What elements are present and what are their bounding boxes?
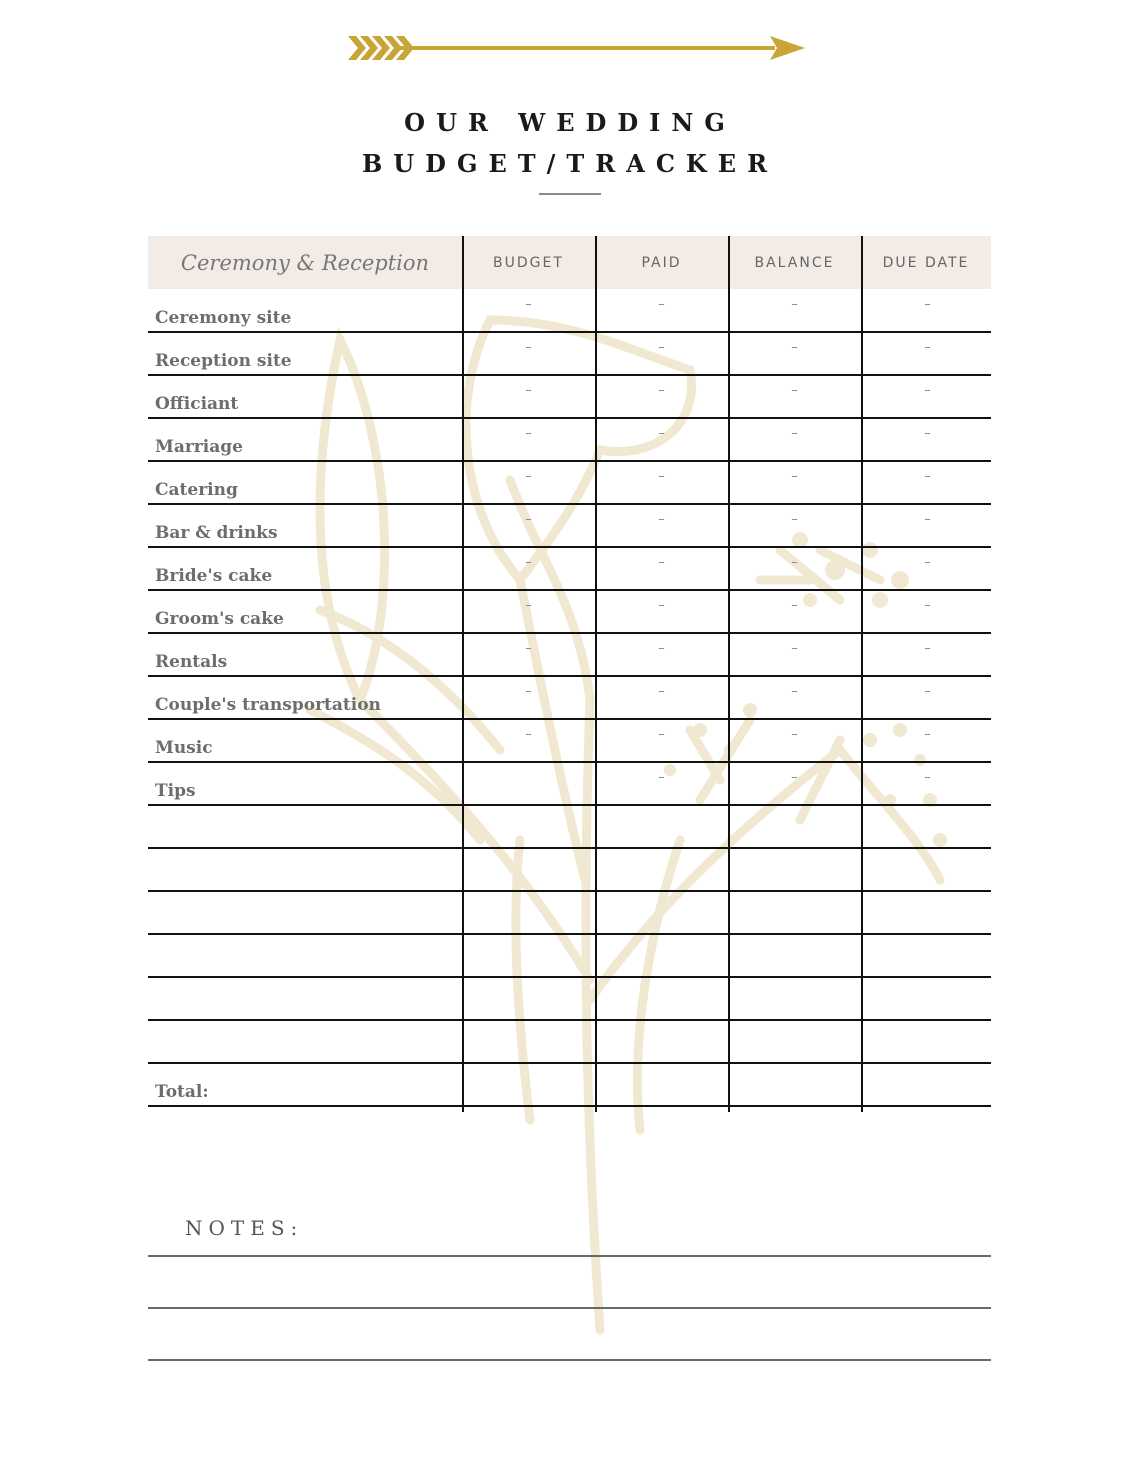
row-label-5: Bar & drinks <box>155 523 278 543</box>
empty-cell-budget[interactable]: – <box>525 684 532 699</box>
row-divider <box>148 503 991 505</box>
empty-cell-balance[interactable]: – <box>791 469 798 484</box>
empty-cell-budget[interactable]: – <box>525 641 532 656</box>
empty-cell-balance[interactable]: – <box>791 641 798 656</box>
empty-cell-balance[interactable]: – <box>791 383 798 398</box>
empty-cell-balance[interactable]: – <box>791 598 798 613</box>
empty-cell-due-date[interactable]: – <box>924 512 931 527</box>
empty-cell-budget[interactable]: – <box>525 426 532 441</box>
empty-cell-due-date[interactable]: – <box>924 297 931 312</box>
empty-cell-budget[interactable]: – <box>525 598 532 613</box>
title-divider <box>539 193 601 195</box>
empty-cell-due-date[interactable]: – <box>924 426 931 441</box>
page-title-line-2: BUDGET/TRACKER <box>361 149 779 178</box>
empty-cell-due-date[interactable]: – <box>924 469 931 484</box>
row-divider <box>148 976 991 978</box>
empty-cell-paid[interactable]: – <box>658 684 665 699</box>
row-divider <box>148 1019 991 1021</box>
row-divider <box>148 1105 991 1107</box>
column-header-budget: BUDGET <box>493 254 564 271</box>
empty-cell-balance[interactable]: – <box>791 770 798 785</box>
empty-cell-budget[interactable]: – <box>525 297 532 312</box>
notes-line[interactable] <box>148 1307 991 1309</box>
empty-cell-balance[interactable]: – <box>791 512 798 527</box>
empty-cell-paid[interactable]: – <box>658 383 665 398</box>
empty-cell-paid[interactable]: – <box>658 469 665 484</box>
row-label-6: Bride's cake <box>155 566 273 586</box>
notes-line[interactable] <box>148 1255 991 1257</box>
empty-cell-budget[interactable]: – <box>525 727 532 742</box>
column-divider <box>462 236 464 1112</box>
empty-cell-paid[interactable]: – <box>658 770 665 785</box>
total-label: Total: <box>155 1082 209 1102</box>
empty-cell-balance[interactable]: – <box>791 555 798 570</box>
row-divider <box>148 804 991 806</box>
empty-cell-paid[interactable]: – <box>658 727 665 742</box>
row-divider <box>148 675 991 677</box>
notes-label: NOTES: <box>185 1216 304 1240</box>
empty-cell-budget[interactable]: – <box>525 340 532 355</box>
row-divider <box>148 589 991 591</box>
empty-cell-budget[interactable]: – <box>525 512 532 527</box>
empty-cell-balance[interactable]: – <box>791 684 798 699</box>
empty-cell-due-date[interactable]: – <box>924 340 931 355</box>
row-label-8: Rentals <box>155 652 228 672</box>
empty-cell-paid[interactable]: – <box>658 297 665 312</box>
row-divider <box>148 632 991 634</box>
empty-cell-balance[interactable]: – <box>791 426 798 441</box>
arrow-icon <box>345 30 810 66</box>
column-divider <box>861 236 863 1112</box>
row-divider <box>148 374 991 376</box>
row-divider <box>148 718 991 720</box>
empty-cell-balance[interactable]: – <box>791 297 798 312</box>
column-header-due-date: DUE DATE <box>882 254 970 271</box>
row-divider <box>148 460 991 462</box>
row-label-9: Couple's transportation <box>155 695 381 715</box>
empty-cell-due-date[interactable]: – <box>924 684 931 699</box>
row-label-4: Catering <box>155 480 238 500</box>
empty-cell-balance[interactable]: – <box>791 727 798 742</box>
column-divider <box>728 236 730 1112</box>
notes-line[interactable] <box>148 1359 991 1361</box>
row-label-2: Officiant <box>155 394 239 414</box>
row-divider <box>148 546 991 548</box>
section-title: Ceremony & Reception <box>180 250 430 275</box>
column-header-balance: BALANCE <box>754 254 835 271</box>
empty-cell-paid[interactable]: – <box>658 641 665 656</box>
empty-cell-paid[interactable]: – <box>658 555 665 570</box>
empty-cell-budget[interactable]: – <box>525 383 532 398</box>
row-divider <box>148 331 991 333</box>
empty-cell-budget[interactable]: – <box>525 555 532 570</box>
empty-cell-due-date[interactable]: – <box>924 555 931 570</box>
row-divider <box>148 1062 991 1064</box>
page-title-line-1: OUR WEDDING <box>404 108 736 137</box>
row-label-7: Groom's cake <box>155 609 284 629</box>
row-divider <box>148 933 991 935</box>
empty-cell-balance[interactable]: – <box>791 340 798 355</box>
row-label-1: Reception site <box>155 351 292 371</box>
empty-cell-due-date[interactable]: – <box>924 383 931 398</box>
empty-cell-due-date[interactable]: – <box>924 727 931 742</box>
row-label-3: Marriage <box>155 437 243 457</box>
empty-cell-paid[interactable]: – <box>658 598 665 613</box>
empty-cell-paid[interactable]: – <box>658 512 665 527</box>
row-divider <box>148 417 991 419</box>
empty-cell-due-date[interactable]: – <box>924 770 931 785</box>
table-header <box>148 236 991 289</box>
row-label-10: Music <box>155 738 213 758</box>
empty-cell-budget[interactable]: – <box>525 469 532 484</box>
empty-cell-paid[interactable]: – <box>658 426 665 441</box>
empty-cell-paid[interactable]: – <box>658 340 665 355</box>
column-header-paid: PAID <box>641 254 682 271</box>
row-label-0: Ceremony site <box>155 308 292 328</box>
empty-cell-due-date[interactable]: – <box>924 641 931 656</box>
row-label-11: Tips <box>155 781 196 801</box>
empty-cell-due-date[interactable]: – <box>924 598 931 613</box>
row-divider <box>148 847 991 849</box>
column-divider <box>595 236 597 1112</box>
row-divider <box>148 890 991 892</box>
row-divider <box>148 761 991 763</box>
